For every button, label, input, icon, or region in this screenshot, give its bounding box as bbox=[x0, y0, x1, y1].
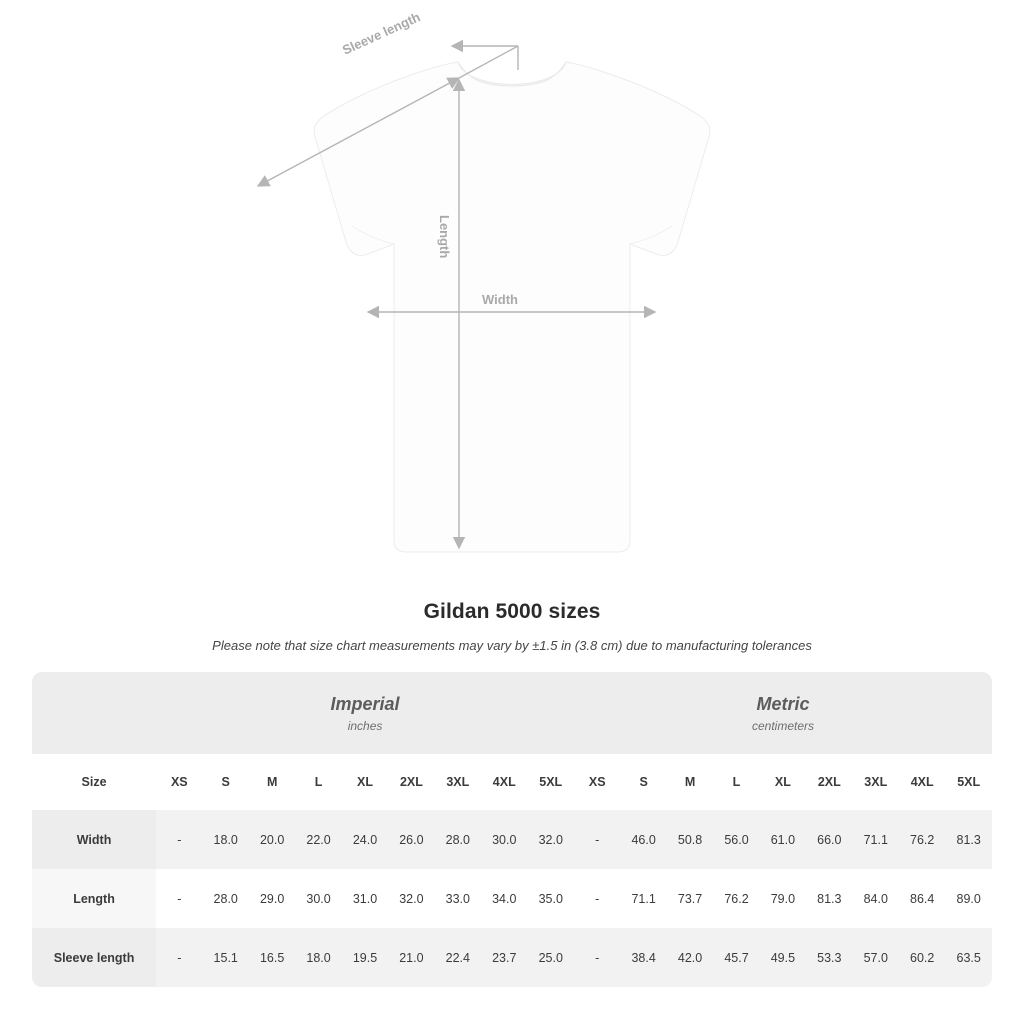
cell-length-metric-l: 76.2 bbox=[713, 869, 759, 928]
metric-system-unit: centimeters bbox=[751, 718, 815, 733]
cell-sleeve-imperial-4xl: 23.7 bbox=[481, 928, 527, 987]
size-table bbox=[32, 672, 992, 987]
cell-width-metric-s: 46.0 bbox=[620, 810, 666, 869]
cell-sleeve-metric-xl: 49.5 bbox=[760, 928, 806, 987]
cell-width-metric-m: 50.8 bbox=[667, 810, 713, 869]
cell-length-metric-5xl: 89.0 bbox=[945, 869, 992, 928]
cell-sleeve-imperial-xl: 19.5 bbox=[342, 928, 388, 987]
width-label: Width bbox=[482, 292, 518, 307]
cell-length-imperial-4xl: 34.0 bbox=[481, 869, 527, 928]
cell-sleeve-metric-l: 45.7 bbox=[713, 928, 759, 987]
cell-sleeve-metric-4xl: 60.2 bbox=[899, 928, 945, 987]
cell-width-imperial-m: 20.0 bbox=[249, 810, 295, 869]
cell-width-metric-2xl: 66.0 bbox=[806, 810, 852, 869]
col-head-metric-3xl: 3XL bbox=[853, 754, 899, 810]
cell-sleeve-metric-5xl: 63.5 bbox=[945, 928, 992, 987]
system-header-row bbox=[32, 672, 992, 754]
cell-length-metric-s: 71.1 bbox=[620, 869, 666, 928]
cell-length-imperial-xl: 31.0 bbox=[342, 869, 388, 928]
metric-system-name: Metric bbox=[756, 694, 810, 715]
cell-length-metric-xs: - bbox=[574, 869, 620, 928]
cell-sleeve-imperial-m: 16.5 bbox=[249, 928, 295, 987]
cell-length-imperial-s: 28.0 bbox=[203, 869, 249, 928]
col-head-metric-5xl: 5XL bbox=[945, 754, 992, 810]
cell-sleeve-metric-m: 42.0 bbox=[667, 928, 713, 987]
col-head-imperial-s: S bbox=[203, 754, 249, 810]
imperial-system-unit: inches bbox=[347, 718, 383, 733]
cell-length-imperial-5xl: 35.0 bbox=[527, 869, 574, 928]
cell-length-metric-3xl: 84.0 bbox=[853, 869, 899, 928]
cell-width-metric-5xl: 81.3 bbox=[945, 810, 992, 869]
row-label-sleeve-length: Sleeve length bbox=[32, 928, 156, 987]
col-head-metric-l: L bbox=[713, 754, 759, 810]
metric-header-cell bbox=[574, 672, 992, 754]
cell-sleeve-imperial-3xl: 22.4 bbox=[435, 928, 481, 987]
cell-length-imperial-xs: - bbox=[156, 869, 202, 928]
cell-width-imperial-xs: - bbox=[156, 810, 202, 869]
cell-sleeve-metric-2xl: 53.3 bbox=[806, 928, 852, 987]
col-head-metric-2xl: 2XL bbox=[806, 754, 852, 810]
col-head-imperial-2xl: 2XL bbox=[388, 754, 434, 810]
sleeve-length-label: Sleeve length bbox=[340, 9, 423, 58]
cell-length-imperial-3xl: 33.0 bbox=[435, 869, 481, 928]
col-head-imperial-xs: XS bbox=[156, 754, 202, 810]
table-row bbox=[32, 869, 992, 928]
cell-width-imperial-s: 18.0 bbox=[203, 810, 249, 869]
cell-length-imperial-2xl: 32.0 bbox=[388, 869, 434, 928]
title-block bbox=[0, 600, 1024, 653]
cell-sleeve-imperial-s: 15.1 bbox=[203, 928, 249, 987]
col-head-metric-4xl: 4XL bbox=[899, 754, 945, 810]
table-row bbox=[32, 810, 992, 869]
cell-length-metric-m: 73.7 bbox=[667, 869, 713, 928]
size-header-row bbox=[32, 754, 992, 810]
cell-width-imperial-3xl: 28.0 bbox=[435, 810, 481, 869]
cell-sleeve-imperial-l: 18.0 bbox=[295, 928, 341, 987]
table-corner-cell bbox=[32, 672, 156, 754]
col-head-metric-s: S bbox=[620, 754, 666, 810]
col-head-metric-m: M bbox=[667, 754, 713, 810]
page-title: Gildan 5000 sizes bbox=[423, 600, 601, 623]
imperial-system-name: Imperial bbox=[330, 694, 400, 715]
cell-length-metric-xl: 79.0 bbox=[760, 869, 806, 928]
cell-width-metric-3xl: 71.1 bbox=[853, 810, 899, 869]
cell-width-imperial-2xl: 26.0 bbox=[388, 810, 434, 869]
cell-width-metric-xs: - bbox=[574, 810, 620, 869]
col-head-imperial-xl: XL bbox=[342, 754, 388, 810]
cell-length-imperial-l: 30.0 bbox=[295, 869, 341, 928]
col-head-imperial-m: M bbox=[249, 754, 295, 810]
row-label-width: Width bbox=[32, 810, 156, 869]
col-head-imperial-l: L bbox=[295, 754, 341, 810]
cell-sleeve-metric-xs: - bbox=[574, 928, 620, 987]
tshirt-shape bbox=[314, 62, 710, 552]
cell-width-metric-l: 56.0 bbox=[713, 810, 759, 869]
cell-width-metric-4xl: 76.2 bbox=[899, 810, 945, 869]
size-label-cell: Size bbox=[32, 754, 156, 810]
cell-width-metric-xl: 61.0 bbox=[760, 810, 806, 869]
row-label-length: Length bbox=[32, 869, 156, 928]
col-head-metric-xs: XS bbox=[574, 754, 620, 810]
cell-sleeve-imperial-5xl: 25.0 bbox=[527, 928, 574, 987]
cell-sleeve-metric-s: 38.4 bbox=[620, 928, 666, 987]
cell-sleeve-imperial-2xl: 21.0 bbox=[388, 928, 434, 987]
col-head-imperial-5xl: 5XL bbox=[527, 754, 574, 810]
length-label: Length bbox=[437, 215, 452, 259]
cell-width-imperial-l: 22.0 bbox=[295, 810, 341, 869]
table-row bbox=[32, 928, 992, 987]
cell-length-metric-2xl: 81.3 bbox=[806, 869, 852, 928]
cell-length-imperial-m: 29.0 bbox=[249, 869, 295, 928]
col-head-imperial-4xl: 4XL bbox=[481, 754, 527, 810]
cell-width-imperial-5xl: 32.0 bbox=[527, 810, 574, 869]
tolerance-note: Please note that size chart measurements may vary by ±1.5 in (3.8 cm) due to manufacturing tolerances bbox=[212, 638, 812, 653]
cell-width-imperial-xl: 24.0 bbox=[342, 810, 388, 869]
cell-length-metric-4xl: 86.4 bbox=[899, 869, 945, 928]
cell-sleeve-metric-3xl: 57.0 bbox=[853, 928, 899, 987]
imperial-header-cell bbox=[156, 672, 574, 754]
size-table-container bbox=[32, 672, 992, 987]
cell-sleeve-imperial-xs: - bbox=[156, 928, 202, 987]
col-head-imperial-3xl: 3XL bbox=[435, 754, 481, 810]
col-head-metric-xl: XL bbox=[760, 754, 806, 810]
cell-width-imperial-4xl: 30.0 bbox=[481, 810, 527, 869]
